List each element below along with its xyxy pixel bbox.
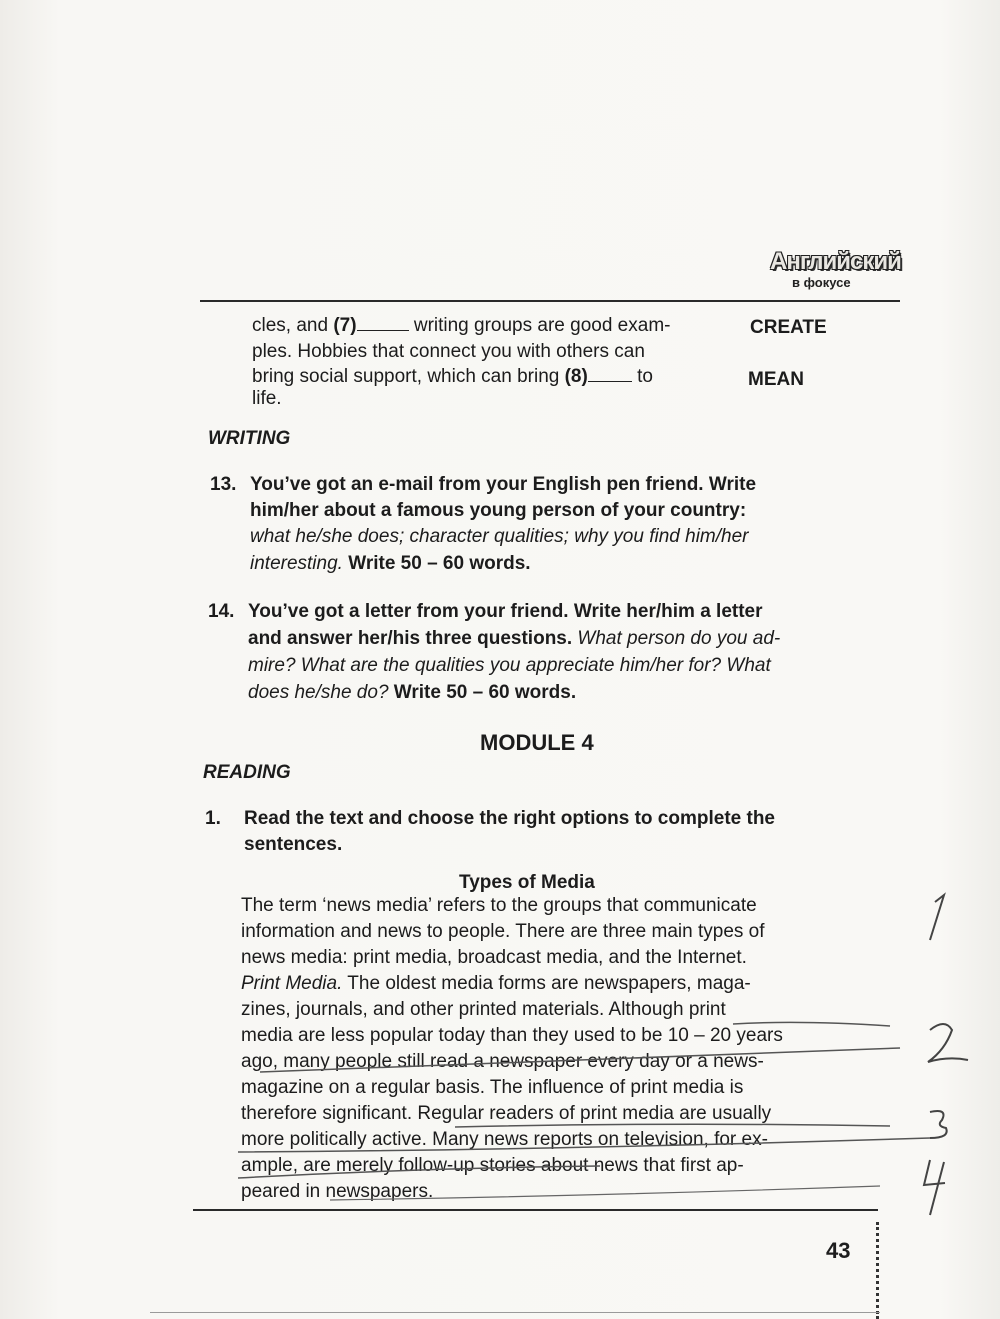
footer-rule bbox=[193, 1209, 878, 1211]
paragraph-line-7: ago, many people still read a newspaper every day or a news- bbox=[241, 1051, 764, 1072]
gap-number-7: (7) bbox=[333, 315, 357, 336]
task-13-line-4 bbox=[250, 553, 531, 575]
task-14-line-1: You’ve got a letter from your friend. Write her/him a letter bbox=[248, 601, 763, 622]
logo-title: Английский bbox=[770, 248, 901, 275]
task-1-line-2: sentences. bbox=[244, 834, 343, 855]
page-number: 43 bbox=[826, 1238, 851, 1263]
gap-number-8: (8) bbox=[564, 366, 588, 387]
reading-heading: READING bbox=[203, 762, 291, 783]
blank-gap-7 bbox=[357, 316, 409, 331]
text-title: Types of Media bbox=[459, 872, 595, 893]
text-fragment: interesting. bbox=[250, 553, 343, 574]
continuation-line-1 bbox=[252, 315, 670, 337]
continuation-line-2: ples. Hobbies that connect you with others can bbox=[252, 341, 645, 362]
paragraph-line-5: zines, journals, and other printed materials. Although print bbox=[241, 999, 726, 1020]
perforation-edge bbox=[876, 1222, 879, 1319]
subheading-print-media: Print Media. bbox=[241, 973, 343, 994]
text-fragment: to bbox=[631, 366, 653, 387]
keyword-mean: MEAN bbox=[748, 369, 804, 390]
paragraph-line-2: information and news to people. There are three main types of bbox=[241, 921, 765, 942]
text-fragment: and answer her/his three questions. bbox=[248, 628, 573, 649]
task-14-number: 14. bbox=[208, 601, 235, 622]
module-title: MODULE 4 bbox=[480, 730, 594, 755]
word-count-instruction: Write 50 – 60 words. bbox=[342, 553, 531, 574]
paragraph-line-12: peared in newspapers. bbox=[241, 1181, 434, 1202]
word-count-instruction: Write 50 – 60 words. bbox=[388, 682, 577, 703]
paragraph-line-9: therefore significant. Regular readers of print media are usually bbox=[241, 1103, 772, 1124]
task-14-line-3: mire? What are the qualities you appreciate him/her for? What bbox=[248, 655, 771, 676]
text-fragment: bring social support, which can bring bbox=[252, 366, 565, 387]
continuation-line-3 bbox=[252, 366, 653, 388]
paragraph-line-11: ample, are merely follow-up stories about news that first ap- bbox=[241, 1155, 744, 1176]
text-fragment: What person do you ad- bbox=[572, 628, 781, 649]
task-14-line-2 bbox=[248, 628, 780, 650]
text-fragment: The oldest media forms are newspapers, maga- bbox=[342, 973, 751, 994]
task-1-line-1: Read the text and choose the right options to complete the bbox=[244, 808, 775, 829]
task-1-number: 1. bbox=[205, 808, 221, 829]
task-13-line-2: him/her about a famous young person of your country: bbox=[250, 500, 747, 521]
continuation-line-4: life. bbox=[252, 388, 282, 409]
text-fragment: writing groups are good exam- bbox=[408, 315, 671, 336]
page-bottom-line bbox=[150, 1312, 880, 1313]
task-14-line-4 bbox=[248, 682, 576, 704]
paragraph-line-10: more politically active. Many news reports on television, for ex- bbox=[241, 1129, 768, 1150]
blank-gap-8 bbox=[588, 367, 632, 382]
paragraph-line-6: media are less popular today than they used to be 10 – 20 years bbox=[241, 1025, 783, 1046]
paragraph-line-3: news media: print media, broadcast media, and the Internet. bbox=[241, 947, 747, 968]
text-fragment: does he/she do? bbox=[248, 682, 389, 703]
task-13-number: 13. bbox=[210, 474, 237, 495]
text-fragment: cles, and bbox=[252, 315, 334, 336]
writing-heading: WRITING bbox=[208, 428, 291, 449]
task-13-line-3: what he/she does; character qualities; why you find him/her bbox=[250, 526, 749, 547]
keyword-create: CREATE bbox=[750, 317, 827, 338]
paragraph-line-8: magazine on a regular basis. The influence of print media is bbox=[241, 1077, 744, 1098]
logo-subtitle: в фокусе bbox=[792, 275, 851, 290]
header-rule bbox=[200, 300, 900, 302]
paragraph-line-4 bbox=[241, 973, 751, 995]
task-13-line-1: You’ve got an e-mail from your English pen friend. Write bbox=[250, 474, 757, 495]
paragraph-line-1: The term ‘news media’ refers to the groups that communicate bbox=[241, 895, 757, 916]
textbook-logo bbox=[770, 248, 900, 294]
